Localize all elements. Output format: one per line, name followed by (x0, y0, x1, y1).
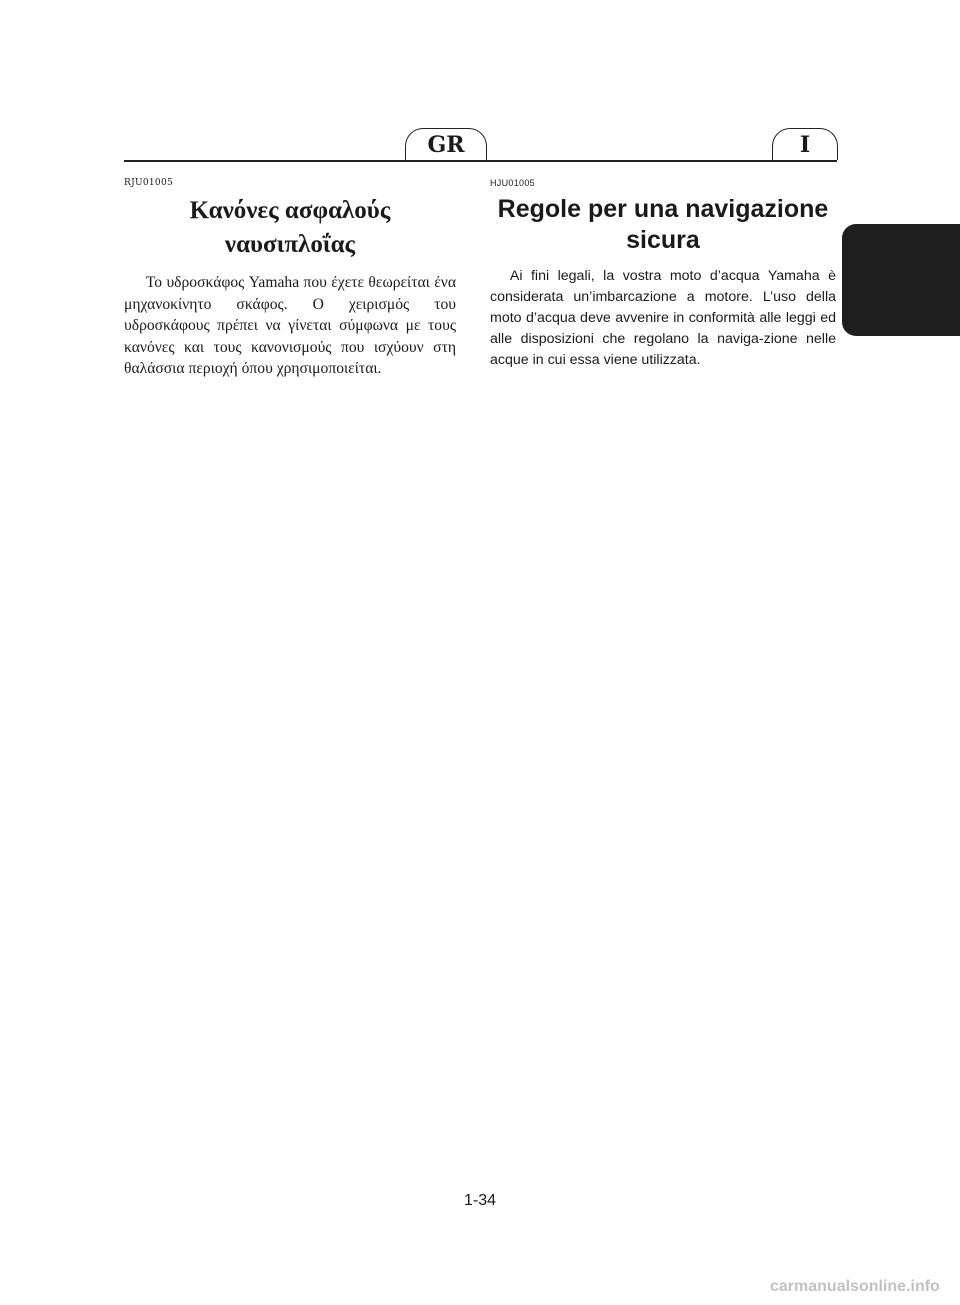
italian-column (490, 178, 836, 371)
greek-column (124, 178, 456, 380)
italian-body-text: Ai fini legali, la vostra moto d’acqua Yamaha è considerata un’imbarcazione a motore. L’uso della moto d’acqua deve avvenire in conformità alle leggi ed alle disposizioni che regolano la naviga-zione nelle acque in cui essa viene utilizzata. (490, 268, 836, 368)
italian-title (490, 194, 836, 256)
watermark[interactable]: carmanualsonline.info (770, 1278, 940, 1295)
header-rule (124, 160, 837, 162)
greek-body-text: Το υδροσκάφος Yamaha που έχετε θεωρείται ένα μηχανοκίνητο σκάφος. Ο χειρισμός του υδροσκάφους πρέπει να γίνεται σύμφωνα με τους κανόνες και τους κανονισμούς που ισχύουν στη θαλάσσια περιοχή όπου χρησιμοποιείται. (124, 274, 456, 378)
greek-title (124, 194, 456, 262)
italian-title-line-1: Regole per una navigazione (497, 195, 829, 223)
italian-title-line-2: sicura (626, 226, 700, 254)
italian-section-code: HJU01005 (490, 178, 535, 188)
page-number: 1-34 (463, 1192, 497, 1209)
greek-section-code: RJU01005 (124, 178, 173, 188)
language-tab-italian: I (772, 128, 838, 160)
language-tab-greek: GR (405, 128, 487, 160)
section-thumb-tab (842, 224, 960, 336)
greek-title-line-1: Κανόνες ασφαλούς (189, 197, 391, 224)
greek-title-line-2: ναυσιπλοΐας (224, 231, 356, 258)
